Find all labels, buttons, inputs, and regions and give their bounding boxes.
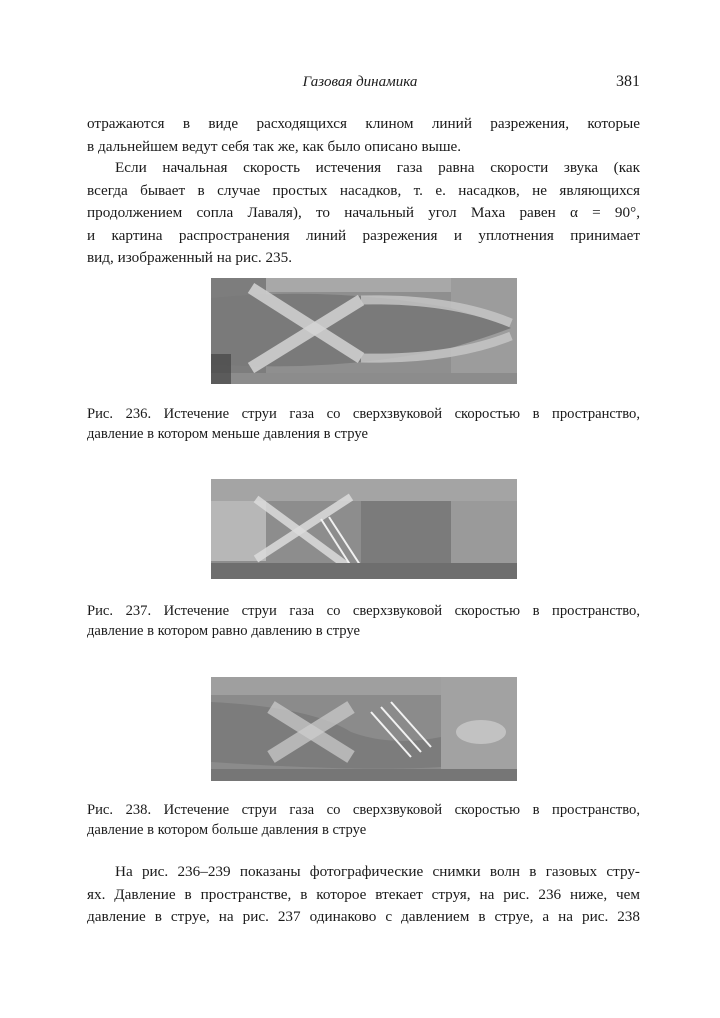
text-line: Если начальная скорость истечения газа равна скорости звука (как [115, 159, 640, 176]
text-line: и картина распространения линий разрежения и уплотнения принимает [87, 226, 640, 244]
caption-line: Рис. 238. Истечение струи газа со сверхзвуковой скоростью в пространство, [87, 802, 640, 818]
text-line: в дальнейшем ведут себя так же, как было описано выше. [87, 137, 462, 155]
caption-line: давление в котором равно давлению в струе [87, 623, 360, 639]
figure-237-caption [87, 601, 640, 641]
caption-line: давление в котором больше давления в струе [87, 822, 367, 838]
text-line: давление в струе, на рис. 237 одинаково с давлением в струе, а на рис. 238 [87, 908, 640, 925]
text-line: вид, изображенный на рис. 235. [87, 249, 293, 266]
caption-line: Рис. 236. Истечение струи газа со сверхзвуковой скоростью в пространство, [87, 406, 640, 422]
text-line: отражаются в виде расходящихся клином линий разрежения, которые [87, 115, 640, 132]
paragraph-1 [87, 113, 640, 158]
text-line: ях. Давление в пространстве, в которое втекает струя, на рис. 236 ниже, чем [87, 885, 640, 903]
figure-236-caption [87, 404, 640, 444]
figure-236-photo [211, 278, 517, 384]
paragraph-3 [87, 861, 640, 929]
running-title: Газовая динамика [302, 74, 418, 90]
figure-238-photo [211, 677, 517, 781]
text-line: всегда бывает в случае простых насадков, т. е. насадков, не являющихся [87, 181, 640, 199]
figure-237-photo [211, 479, 517, 579]
caption-line: давление в котором меньше давления в струе [87, 426, 368, 442]
page-number: 381 [616, 73, 640, 90]
text-line: На рис. 236–239 показаны фотографические снимки волн в газовых стру- [115, 863, 640, 880]
caption-line: Рис. 237. Истечение струи газа со сверхзвуковой скоростью в пространство, [87, 603, 640, 619]
figure-238-caption [87, 800, 640, 840]
paragraph-2 [87, 157, 640, 270]
text-line: продолжением сопла Лаваля), то начальный угол Маха равен α = 90°, [87, 204, 640, 221]
